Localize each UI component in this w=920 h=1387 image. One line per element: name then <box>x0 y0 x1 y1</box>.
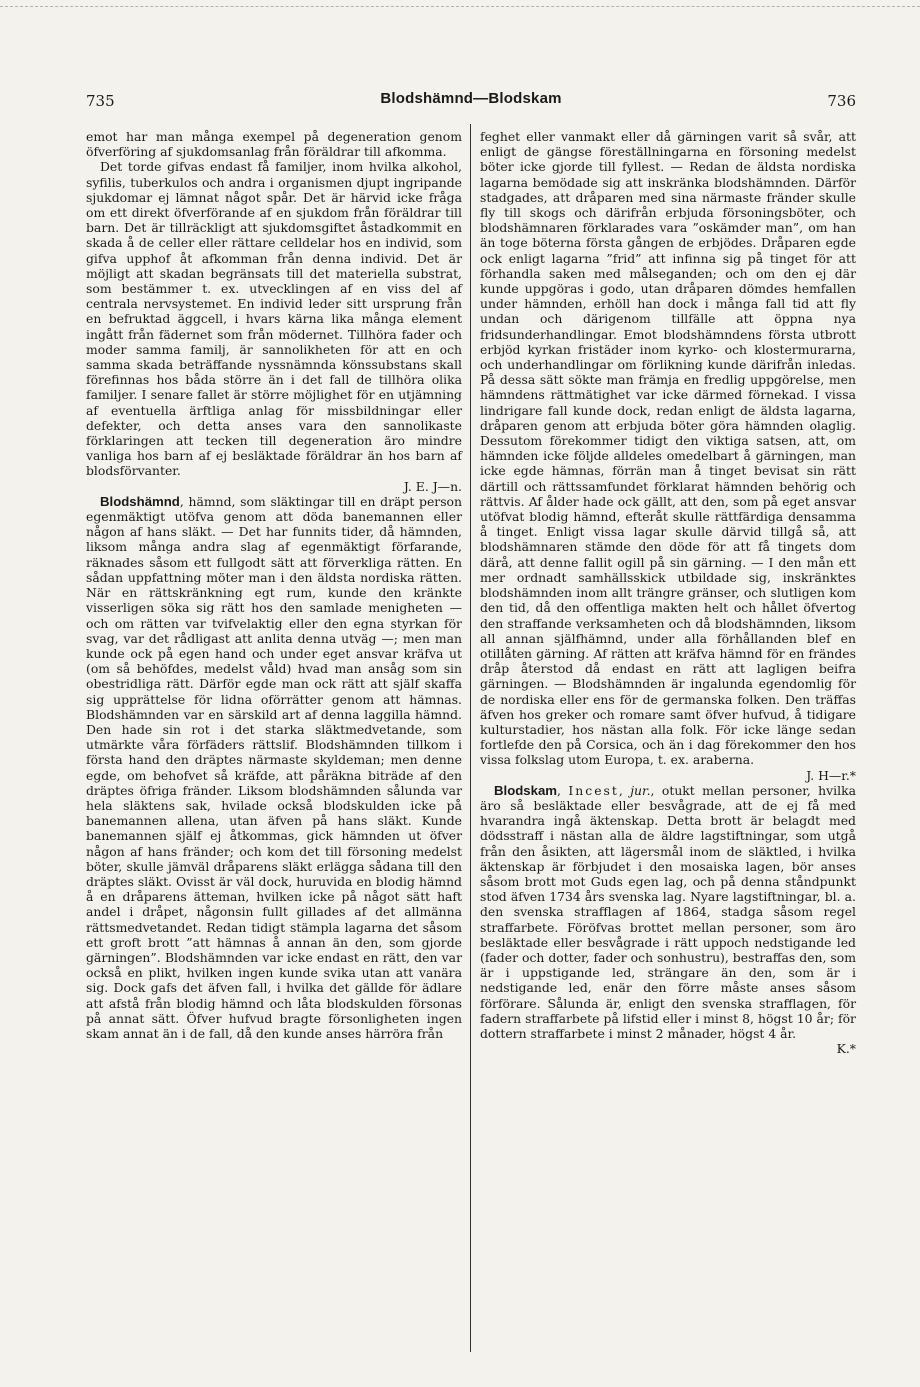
page-header <box>86 88 856 118</box>
left-column <box>86 129 462 1041</box>
entry-text: feghet eller vanmakt eller då gärningen varit så svår, att enligt de gängse föreställningarna en försoning medelst böter icke gjorde till fyllest. — Redan de äldsta nordiska lagarna bemödade sig att inskränka blodshämnden. Därför stadgades, att dråparen med sina närmaste fränder skulle fly till skogs och därifrån erbjuda försoningsböter, och blodshämnaren förklarades vara ”oskämder man”, om han än toge böterna första gången de erbjödes. Dråparen egde ock enligt lagarna ”frid” att infinna sig på tinget för att förhandla saken med målseganden; och om den ej där kunde uppgöras i godo, utan dråparen dömdes hemfallen under hämnden, erhöll han dock i många fall tid att fly undan och därigenom tillfälle att öppna nya fridsunderhandlingar. Emot blodshämndens första utbrott erbjöd kyrkan fristäder inom kyrko- och klostermurarna, och underhandlingar om förlikning kunde därifrån inledas. På dessa sätt sökte man främja en fredlig uppgörelse, men hämndens rättmätighet var icke därmed förnekad. I vissa lindrigare fall kunde dock, redan enligt de äldsta lagarna, dråparen genom att erbjuda böter göra hämnden olaglig. Dessutom förekommer tidigt den viktiga satsen, att, om hämnden icke följde alldeles omedelbart å gärningen, man icke egde hämnas, förrän man å tinget bevisat sin rätt därtill och rättssamfundet förklarat hämnden behörig och rättvis. Af ålder hade ock gällt, att den, som på eget ansvar utöfvat blodig hämnd, efteråt skulle rättfärdiga densamma å tinget. Enligt vissa lagar skulle därvid tillgå så, att blodshämnaren stämde den döde för att få tingets dom därå, att denne fallit ogill på sin gärning. — I den mån ett mer ordnadt samhällsskick utbildade sig, inskränktes blodshämnden inom allt trängre gränser, och slutligen kom den tid, då den offentliga makten helt och hållet öfvertog den straffande verksamheten och då blodshämnden, liksom all annan själfhämnd, under alla förhållanden blef en otillåten gärning. Af rätten att kräfva hämnd för en frändes dråp återstod då endast en rätt att lagligen beifra gärningen. — Blodshämnden är ingalunda egendomlig för de nordiska eller ens för de germanska folken. Den träffas äfven hos greker och romare samt öfver hufvud, å tidigare kulturstadier, hos nästan alla folk. För icke länge sedan fortlefde den på Corsica, och än i dag förekommer den hos vissa folkslag utom Europa, t. ex. araberna. <box>480 129 856 768</box>
entry-blodskam: Blodskam, Incest, jur., otukt mellan personer, hvilka äro så besläktade eller besvågrade, att de ej få med hvarandra ingå äktenskap. Detta brott är belagdt med dödsstraff i nästan alla de äldre lagstiftningar, som utgå från den åsikten, att lägersmål inom de släktled, i hvilka äktenskap är förbjudet i den mosaiska lagen, bör anses såsom brott mot Guds egen lag, och på denna ståndpunkt stod äfven 1734 års svenska lag. Nyare lagstiftningar, bl. a. den svenska strafflagen af 1864, stadga såsom regel straffarbete. Föröfvas brottet mellan personer, som äro besläktade eller besvågrade i rätt uppoch nedstigande led (fader och dotter, fader och sonhustru), bestraffas den, som är i uppstigande led, strängare än den, som är i nedstigande led, enär den förre måste anses såsom förförare. Sålunda är, enligt den svenska strafflagen, för fadern straffarbete på lifstid eller i minst 8, högst 10 år; för dottern straffarbete i minst 2 månader, högst 4 år. K.* <box>480 782 856 1057</box>
headword-blodskam: Blodskam <box>494 782 558 798</box>
paragraph-degeneration-end: emot har man många exempel på degeneration genom öfverföring af sjukdomsanlag från föräldrar till afkomma. <box>86 129 462 160</box>
entry-blodshamnd <box>86 494 462 1041</box>
right-column <box>480 129 856 1056</box>
author-signature: J. H—r.* <box>806 767 856 783</box>
entry-text: , otukt mellan personer, hvilka äro så besläktade eller besvågrade, att de ej få med hvarandra ingå äktenskap. Detta brott är belagdt med dödsstraff i nästan alla de äldre lagstiftningar, som utgå från den åsikten, att lägersmål inom de släktled, i hvilka äktenskap är förbjudet i den mosaiska lagen, bör anses såsom brott mot Guds egen lag, och på denna ståndpunkt stod äfven 1734 års svenska lag. Nyare lagstiftningar, bl. a. den svenska strafflagen af 1864, stadga såsom regel straffarbete. Föröfvas brottet mellan personer, som äro besläktade eller besvågrade i rätt uppoch nedstigande led (fader och dotter, fader och sonhustru), bestraffas den, som är i uppstigande led, strängare än den, som är i nedstigande led, enär den förre måste anses såsom förförare. Sålunda är, enligt den svenska strafflagen, för fadern straffarbete på lifstid eller i minst 8, högst 10 år; för dottern straffarbete i minst 2 månader, högst 4 år. <box>480 782 856 1041</box>
entry-text: , hämnd, som släktingar till en dräpt person egenmäktigt utöfva genom att döda banemannen eller någon af hans släkt. — Det har funnits tider, då hämnden, liksom många andra slag af egenmäktigt förfarande, räknades såsom ett fullgodt sätt att förverkliga rätten. En sådan uppfattning möter man i den äldsta nordiska rätten. När en rättskränkning egt rum, kunde den kränkte visserligen söka sig rätt hos den samlade menigheten — och om rätten var tvifvelaktig eller den egna styrkan för svag, var det rådligast att anlita denna utväg —; men man kunde ock på egen hand och under eget ansvar kräfva ut (om så behöfdes, medelst våld) hvad man ansåg som sin obestridliga rätt. Därför egde man ock rätt att själf skaffa sig upprättelse för lidna oförrätter genom att hämnas. Blodshämnden var en särskild art af denna laggilla hämnd. Den hade sin rot i det starka släktmedvetande, som utmärkte våra förfäders rättslif. Blodshämnden tillkom i första hand den dräptes närmaste skyldeman; men denne egde, om behofvet så kräfde, att påräkna biträde af den dräptes öfriga fränder. Liksom blodshämnden sålunda var hela släktens sak, hvilade också blodskulden icke på banemannen allena, utan äfven på hans släkt. Kunde banemannen själf ej åtkommas, gick hämnden ut öfver någon af hans fränder; och kom det till försoning medelst böter, skulle jämväl dråparens släkt erlägga sådana till den dräptes släkt. Ovisst är väl dock, huruvida en blodig hämnd å en dråparens ätteman, hvilken icke på något sätt haft andel i dråpet, någonsin fullt gillades af det allmänna rättsmedvetandet. Redan tidigt stämpla lagarna det såsom ett groft brott ”att hämnas å annan än den, som gjorde gärningen”. Blodshämnden var icke endast en rätt, den var också en plikt, hvilken ingen kunde svika utan att vanära sig. Dock gafs det äfven fall, i hvilka det gällde för ädlare att afstå från blodig hämnd och låta blodskulden försonas på annat sätt. Öfver hufvud bragte försonligheten ingen skam annat än i de fall, då den kunde anses härröra från <box>86 493 462 1041</box>
running-title: Blodshämnd—Blodskam <box>380 90 562 107</box>
author-signature: K.* <box>836 1041 856 1057</box>
term-incest: Incest <box>568 782 619 798</box>
headword-blodshamnd: Blodshämnd <box>100 493 180 509</box>
entry-blodshamnd-continued <box>480 129 856 783</box>
column-divider <box>470 124 471 1352</box>
top-edge-rule <box>0 6 920 7</box>
page-number-right: 736 <box>827 92 856 110</box>
page-number-left: 735 <box>86 92 115 110</box>
paragraph-text: Det torde gifvas endast få familjer, inom hvilka alkohol, syfilis, tuberkulos och andra i organismen djupt ingripande sjukdomar ej lämnat något spår. Det är härvid icke fråga om ett direkt öfverförande af en sjukdom från föräldrar till barn. Det är tillräckligt att sjukdomsgiftet åstadkommit en skada å de celler eller rättare celldelar hos en individ, som gifva upphof åt afkomman från denna individ. Det är möjligt att skadan begränsats till det materiella substrat, som bestämmer t. ex. utvecklingen af en viss del af centrala nervsystemet. En individ leder sitt ursprung från en befruktad äggcell, i hvars kärna lika många element ingått från fädernet som från mödernet. Tillhöra fader och moder samma familj, är sannolikheten för att en och samma skada beträffande nyssnämnda könssubstans skall förefinnas hos båda större än i det fall de tillhöra olika familjer. I senare fallet är större möjlighet för en utjämning af eventuella ärftliga anlag för missbildningar eller defekter, och detta anses vara den sannolikaste förklaringen att tecken till degeneration äro mindre vanliga hos barn af ej besläktade föräldrar än hos barn af blodsförvanter. <box>86 159 462 479</box>
author-signature: J. E. J—n. <box>403 478 462 494</box>
paragraph-heredity <box>86 159 462 493</box>
abbreviation-jur: jur. <box>630 782 651 798</box>
